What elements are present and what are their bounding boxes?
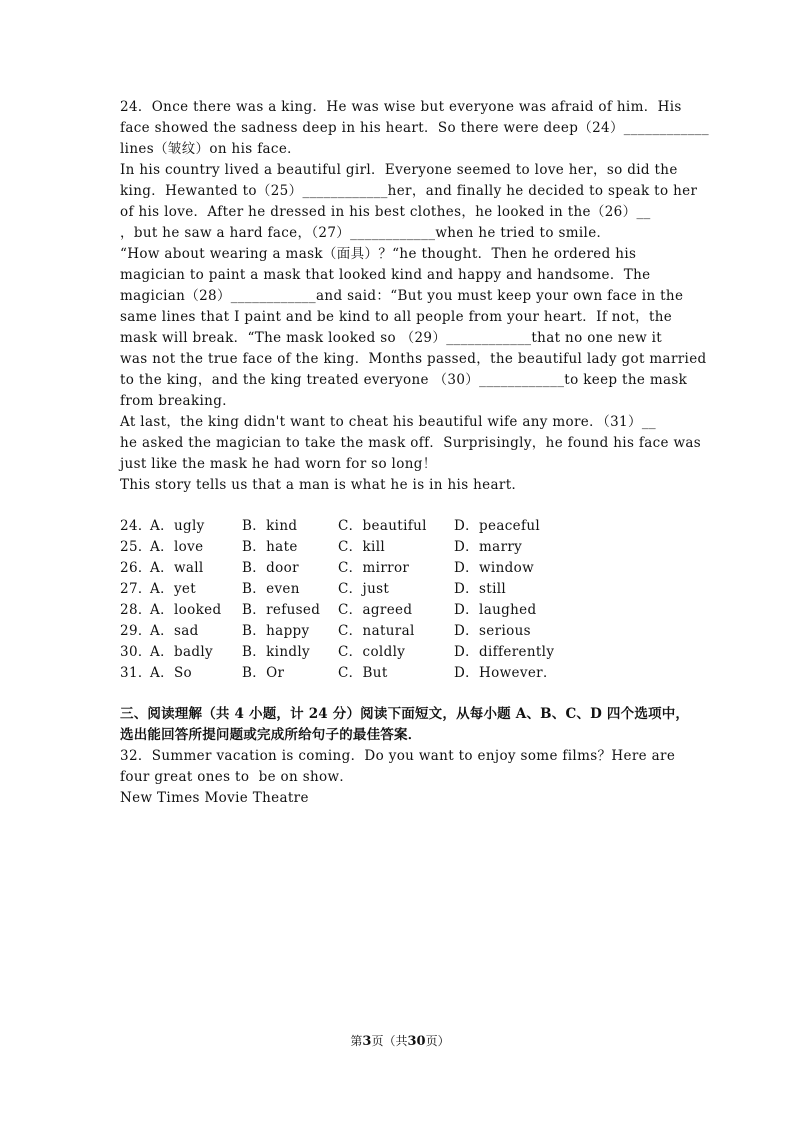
question-number: 30． — [120, 644, 152, 660]
option-c: C．coldly — [338, 644, 406, 660]
option-a: A．looked — [150, 602, 222, 618]
passage-line: In his country lived a beautiful girl．Everyone seemed to love her，so did the — [120, 162, 678, 178]
page-footer — [0, 1032, 800, 1049]
option-row — [120, 579, 557, 600]
footer-page-number: 3 — [362, 1034, 372, 1049]
option-row — [120, 621, 557, 642]
option-b: B．Or — [242, 665, 285, 681]
passage-line: from breaking． — [120, 393, 237, 409]
passage-line: magician to paint a mask that looked kind and happy and handsome．The — [120, 267, 651, 283]
passage-line: king．Hewanted to（25）____________her，and finally he decided to speak to her — [120, 183, 698, 199]
passage-line: of his love．After he dressed in his best clothes，he looked in the（26）__ — [120, 204, 651, 220]
option-c: C．kill — [338, 539, 386, 555]
option-b: B．happy — [242, 623, 310, 639]
question-number: 27． — [120, 581, 152, 597]
option-row — [120, 537, 557, 558]
option-row — [120, 663, 557, 684]
cloze-passage — [120, 97, 709, 496]
passage-line: magician（28）____________and said：“But you must keep your own face in the — [120, 288, 684, 304]
section-heading: 选出能回答所提问题或完成所给句子的最佳答案． — [120, 727, 422, 743]
option-a: A．ugly — [150, 518, 205, 534]
passage-line: was not the true face of the king．Months passed，the beautiful lady got married — [120, 351, 707, 367]
passage-line: to the king，and the king treated everyone （30）____________to keep the mask — [120, 372, 688, 388]
passage-line: lines（皱纹）on his face． — [120, 141, 302, 157]
option-a: A．wall — [150, 560, 204, 576]
question-number: 29． — [120, 623, 152, 639]
option-c: C．just — [338, 581, 390, 597]
passage-line: just like the mask he had worn for so long！ — [120, 456, 437, 472]
passage-line: ，but he saw a hard face，（27）____________when he tried to smile． — [120, 225, 611, 241]
option-b: B．kind — [242, 518, 298, 534]
option-row — [120, 516, 557, 537]
option-b: B．even — [242, 581, 300, 597]
option-b: B．kindly — [242, 644, 310, 660]
section-line: New Times Movie Theatre — [120, 790, 309, 806]
option-c: C．beautiful — [338, 518, 427, 534]
option-row — [120, 642, 557, 663]
option-row — [120, 600, 557, 621]
passage-line: same lines that I paint and be kind to all people from your heart．If not，the — [120, 309, 673, 325]
footer-prefix: 第 — [350, 1034, 363, 1048]
option-c: C．mirror — [338, 560, 410, 576]
option-c: C．natural — [338, 623, 415, 639]
footer-mid: 页（共 — [371, 1034, 408, 1048]
section-heading: 三、阅读理解（共 4 小题，计 24 分）阅读下面短文，从每小题 A、B、C、D 四个选项中， — [120, 706, 690, 722]
section-line: four great ones to be on show． — [120, 769, 354, 785]
passage-line: he asked the magician to take the mask off．Surprisingly，he found his face was — [120, 435, 702, 451]
passage-line: 24．Once there was a king．He was wise but everyone was afraid of him．His — [120, 99, 682, 115]
passage-line: face showed the sadness deep in his heart．So there were deep（24）____________ — [120, 120, 709, 136]
footer-total-pages: 30 — [407, 1034, 426, 1049]
option-d: D．differently — [454, 644, 555, 660]
reading-section — [120, 704, 690, 809]
section-line: 32．Summer vacation is coming．Do you want to enjoy some films？Here are — [120, 748, 676, 764]
option-c: C．agreed — [338, 602, 413, 618]
option-a: A．yet — [150, 581, 197, 597]
question-number: 25． — [120, 539, 152, 555]
footer-suffix: 页） — [425, 1034, 450, 1048]
option-d: D．window — [454, 560, 535, 576]
passage-line: This story tells us that a man is what he is in his heart． — [120, 477, 526, 493]
option-row — [120, 558, 557, 579]
question-number: 24． — [120, 518, 152, 534]
passage-line: At last，the king didn't want to cheat his beautiful wife any more．（31）__ — [120, 414, 657, 430]
option-d: D．However． — [454, 665, 557, 681]
question-number: 26． — [120, 560, 152, 576]
option-a: A．love — [150, 539, 204, 555]
question-number: 28． — [120, 602, 152, 618]
option-b: B．refused — [242, 602, 321, 618]
option-c: C．But — [338, 665, 388, 681]
option-d: D．still — [454, 581, 507, 597]
answer-options — [120, 516, 557, 684]
option-b: B．hate — [242, 539, 298, 555]
option-a: A．So — [150, 665, 193, 681]
option-a: A．sad — [150, 623, 199, 639]
passage-line: “How about wearing a mask（面具）？“he thought．Then he ordered his — [120, 246, 637, 262]
option-a: A．badly — [150, 644, 213, 660]
option-b: B．door — [242, 560, 299, 576]
option-d: D．laughed — [454, 602, 537, 618]
option-d: D．peaceful — [454, 518, 541, 534]
question-number: 31． — [120, 665, 152, 681]
passage-line: mask will break．“The mask looked so （29）____________that no one new it — [120, 330, 663, 346]
option-d: D．marry — [454, 539, 523, 555]
option-d: D．serious — [454, 623, 531, 639]
